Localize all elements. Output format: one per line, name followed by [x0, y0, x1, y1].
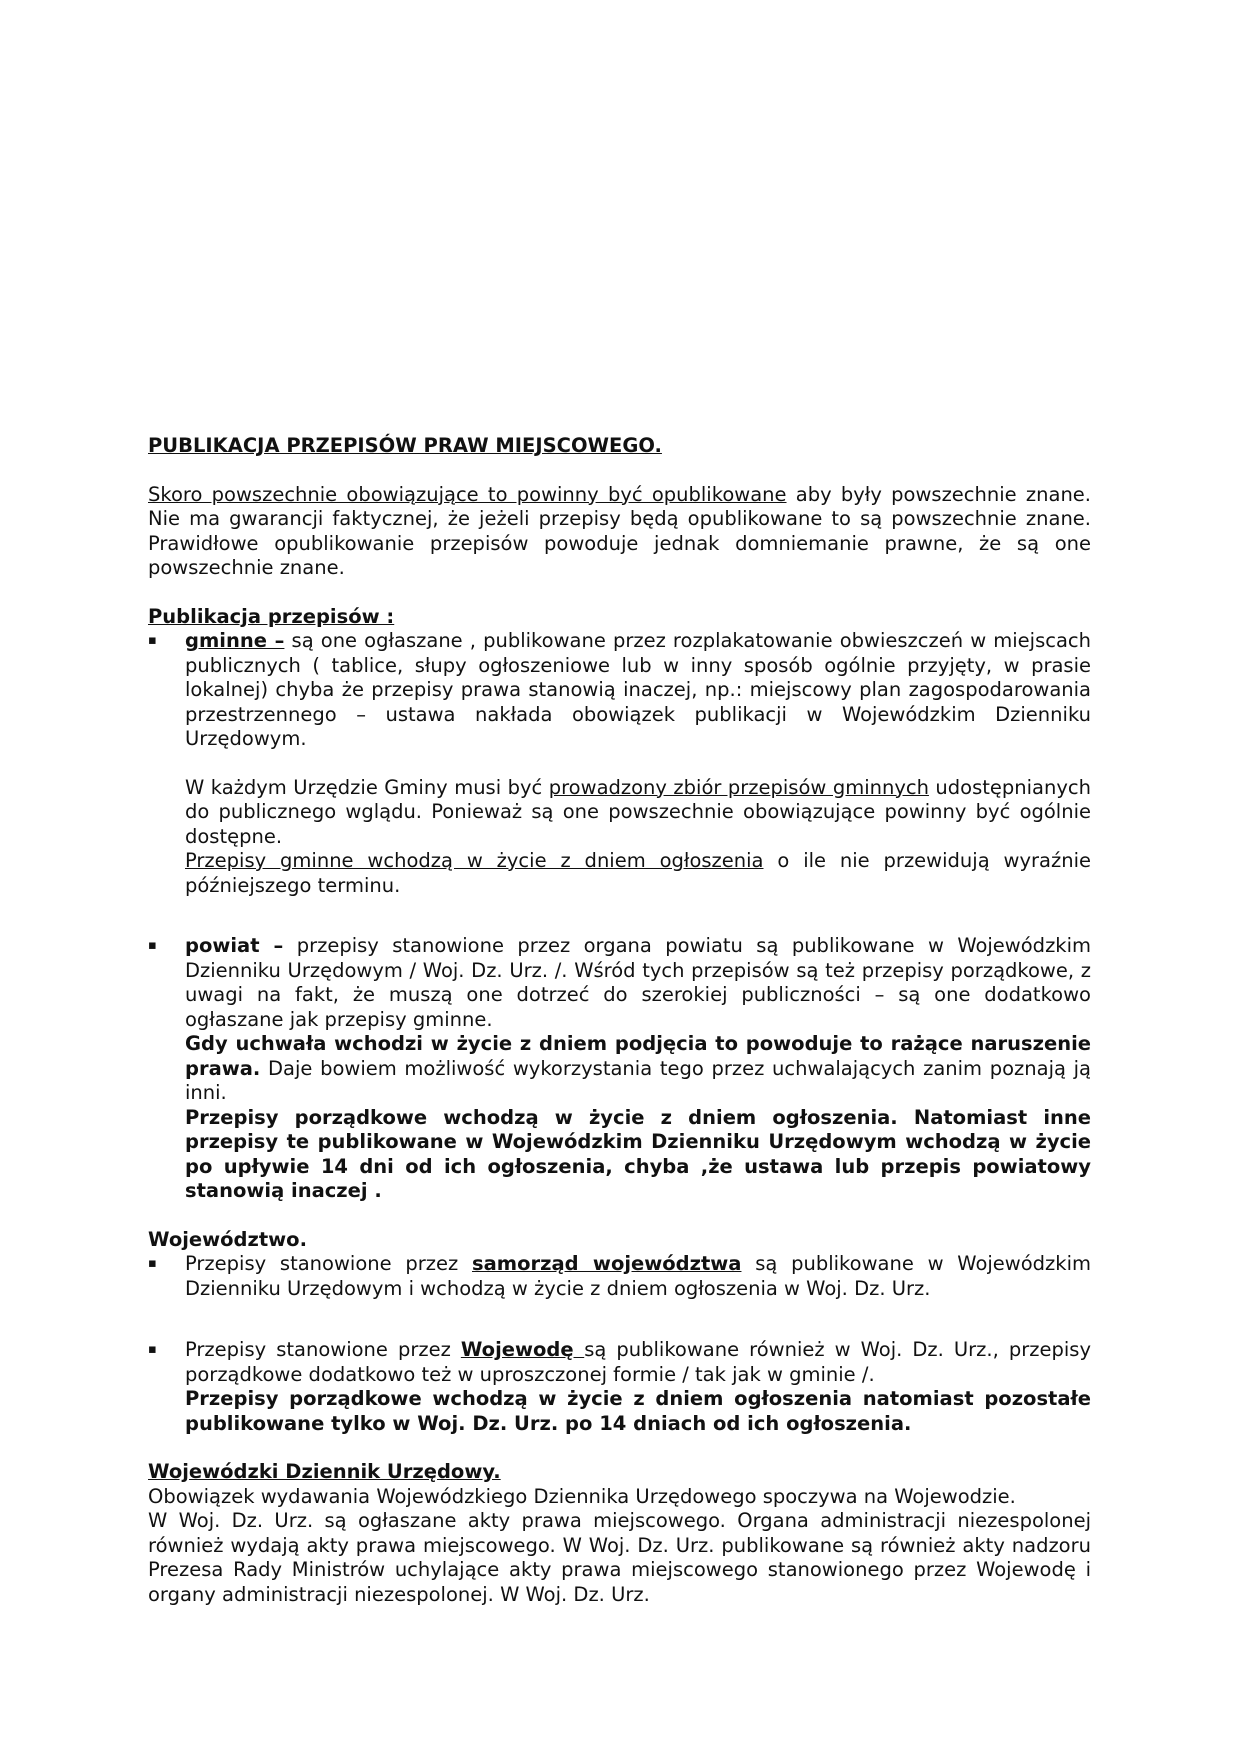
gminne-p3-rest: o ile nie przewidują wyraźnie późniejszego terminu. — [185, 849, 1091, 897]
section-heading-wojewodztwo: Województwo. — [148, 1227, 307, 1251]
gminne-p2-rest: udostępnianych do publicznego wglądu. Ponieważ są one powszechnie obowiązujące powinny być ogólnie dostępne. — [185, 775, 1091, 848]
wojewoda-start: Przepisy stanowione przez — [185, 1338, 461, 1361]
gminne-paragraph-3 — [185, 849, 1091, 898]
powiat-bold-1: Gdy uchwała wchodzi w życie z dniem podjęcia to powoduje to rażące naruszenie prawa. — [185, 1032, 1091, 1080]
list-item-powiat — [148, 934, 1091, 1204]
wojewoda-rest: są publikowane również w Woj. Dz. Urz., przepisy porządkowe dodatkowo też w uproszczonej formie / tak jak w gminie /. — [185, 1338, 1091, 1386]
gminne-term: gminne – — [185, 629, 285, 652]
document-title: PUBLIKACJA PRZEPISÓW PRAW MIEJSCOWEGO. — [148, 434, 662, 457]
samorzad-paragraph — [185, 1252, 1091, 1301]
bullet-icon: ▪ — [148, 1342, 157, 1357]
list-item-samorzad — [148, 1252, 1091, 1301]
dziennik-line-1: Obowiązek wydawania Wojewódzkiego Dziennika Urzędowego spoczywa na Wojewodzie. — [148, 1484, 1016, 1508]
document-page — [148, 434, 1091, 1607]
powiat-paragraph-2 — [185, 1032, 1091, 1106]
section-heading-publikacja: Publikacja przepisów : — [148, 604, 395, 628]
powiat-rest-1: Daje bowiem możliwość wykorzystania tego przez uchwalających zanim poznają ją inni. — [185, 1056, 1091, 1104]
wojewoda-bold: Przepisy porządkowe wchodzą w życie z dniem ogłoszenia natomiast pozostałe publikowane tylko w Woj. Dz. Urz. po 14 dniach od ich ogłoszenia. — [185, 1387, 1091, 1435]
wojewoda-term: Wojewodę — [460, 1338, 585, 1361]
bullet-icon: ▪ — [148, 633, 157, 648]
list-item-wojewoda — [148, 1338, 1091, 1436]
intro-underlined: Skoro powszechnie obowiązujące to powinny być opublikowane — [148, 482, 787, 506]
section-heading-dziennik: Wojewódzki Dziennik Urzędowy. — [148, 1460, 501, 1483]
samorzad-rest: są publikowane w Wojewódzkim Dzienniku Urzędowym i wchodzą w życie z dniem ogłoszenia w Woj. Dz. Urz. — [185, 1252, 1091, 1300]
powiat-text: przepisy stanowione przez organa powiatu są publikowane w Wojewódzkim Dzienniku Urzędowym / Woj. Dz. Urz. /. Wśród tych przepisów są też przepisy porządkowe, z uwagi na fakt, że muszą one dotrzeć do szerokiej publiczności – są one dodatkowo ogłaszane jak przepisy gminne. — [185, 934, 1092, 1031]
gminne-p3-underlined: Przepisy gminne wchodzą w życie z dniem ogłoszenia — [185, 849, 764, 872]
intro-rest: aby były powszechnie znane. Nie ma gwarancji faktycznej, że jeżeli przepisy będą opublikowane to są powszechnie znane. Prawidłowe opublikowanie przepisów powoduje jednak domniemanie prawne, że są one powszechnie znane. — [148, 482, 1092, 579]
powiat-paragraph — [185, 934, 1091, 1032]
bullet-icon: ▪ — [148, 1256, 157, 1271]
samorzad-start: Przepisy stanowione przez — [185, 1252, 473, 1275]
gminne-p2-start: W każdym Urzędzie Gminy musi być — [185, 775, 549, 799]
gminne-paragraph — [185, 629, 1091, 752]
gminne-text: są one ogłaszane , publikowane przez rozplakatowanie obwieszczeń w miejscach publicznych ( tablice, słupy ogłoszeniowe lub w inny sposób ogólnie przyjęty, w prasie lokalnej) chyba że przepisy prawa stanowią inaczej, np.: miejscowy plan zagospodarowania przestrzennego – ustawa nakłada obowiązek publikacji w Wojewódzkim Dzienniku Urzędowym. — [185, 629, 1091, 750]
gminne-p2-underlined: prowadzony zbiór przepisów gminnych — [548, 775, 929, 799]
list-item-gminne — [148, 629, 1091, 898]
bullet-icon: ▪ — [148, 938, 157, 953]
wojewoda-paragraph — [185, 1338, 1091, 1387]
gminne-paragraph-2 — [185, 776, 1091, 850]
powiat-bold-2: Przepisy porządkowe wchodzą w życie z dniem ogłoszenia. Natomiast inne przepisy te publikowane w Wojewódzkim Dzienniku Urzędowym wchodzą w życie po upływie 14 dni od ich ogłoszenia, chyba ,że ustawa lub przepis powiatowy stanowią inaczej . — [185, 1105, 1091, 1202]
dziennik-paragraph: W Woj. Dz. Urz. są ogłaszane akty prawa miejscowego. Organa administracji niezespolonej również wydają akty prawa miejscowego. W Woj. Dz. Urz. publikowane są również akty nadzoru Prezesa Rady Ministrów uchylające akty prawa miejscowego stanowionego przez Wojewodę i organy administracji niezespolonej. W Woj. Dz. Urz. — [148, 1509, 1091, 1606]
powiat-term: powiat – — [185, 934, 284, 957]
intro-paragraph — [148, 483, 1091, 581]
samorzad-term: samorząd województwa — [472, 1252, 742, 1275]
